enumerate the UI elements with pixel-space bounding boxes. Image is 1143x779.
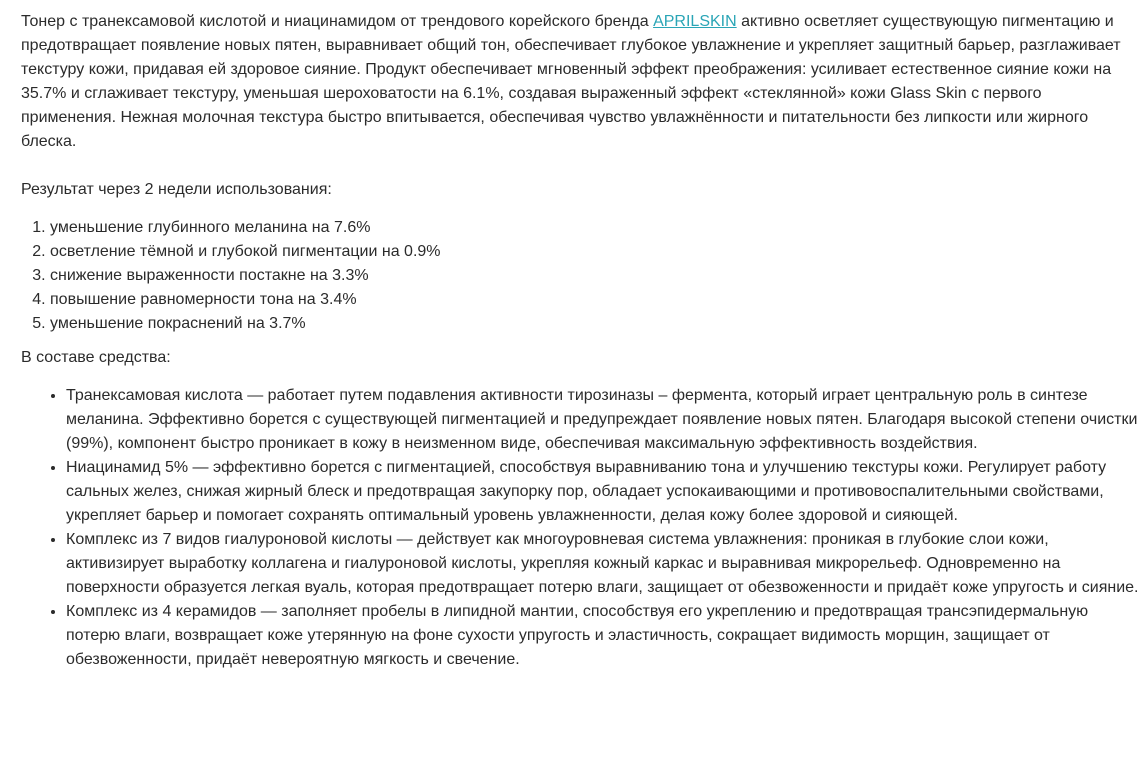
results-list: [21, 216, 1120, 336]
results-heading: Результат через 2 недели использования:: [21, 181, 332, 198]
results-item: 3. снижение выраженности постакне на 3.3%: [50, 264, 1120, 288]
ingredients-list: [21, 384, 1141, 672]
composition-heading: В составе средства:: [21, 349, 171, 366]
ingredient-item-niacinamide: • Ниацинамид 5% — эффективно борется с пигментацией, способствуя выравниванию тона и улучшению текстуры кожи. Регулирует работу сальных желез, снижая жирный блеск и предотвращая закупорку пор, обладает успокаивающими и противовоспалительными свойствами, укрепляет барьер и помогает сохранять оптимальный уровень увлажненности, делая кожу более здоровой и сияющей.: [66, 456, 1141, 528]
results-item: 1. уменьшение глубинного меланина на 7.6%: [50, 216, 1120, 240]
results-item: 4. повышение равномерности тона на 3.4%: [50, 288, 1120, 312]
ingredient-item-tranexamic-acid: • Транексамовая кислота — работает путем подавления активности тирозиназы – фермента, который играет центральную роль в синтезе меланина. Эффективно борется с существующей пигментацией и предупреждает появление новых пятен. Благодаря высокой степени очистки (99%), компонент быстро проникает в кожу в неизменном виде, обеспечивая максимальную эффективность воздействия.: [66, 384, 1141, 456]
results-item: 5. уменьшение покраснений на 3.7%: [50, 312, 1120, 336]
results-item: 2. осветление тёмной и глубокой пигментации на 0.9%: [50, 240, 1120, 264]
intro-text-after-link: активно осветляет существующую пигментацию и предотвращает появление новых пятен, выравнивает общий тон, обеспечивает глубокое увлажнение и укрепляет защитный барьер, разглаживает текстуру кожи, придавая ей здоровое сияние. Продукт обеспечивает мгновенный эффект преображения: усиливает естественное сияние кожи на 35.7% и сглаживает текстуру, уменьшая шероховатости на 6.1%, создавая выраженный эффект «стеклянной» кожи Glass Skin с первого применения. Нежная молочная текстура быстро впитывается, обеспечивая чувство увлажнённости и питательности без липкости или жирного блеска.: [21, 13, 1121, 150]
brand-link[interactable]: APRILSKIN: [653, 13, 737, 30]
intro-text-before-link: Тонер с транексамовой кислотой и ниацинамидом от трендового корейского бренда: [21, 13, 654, 30]
ingredient-item-ceramide-complex: • Комплекс из 4 керамидов — заполняет пробелы в липидной мантии, способствуя его укреплению и предотвращая трансэпидермальную потерю влаги, возвращает коже утерянную на фоне сухости упругость и эластичность, сокращает видимость морщин, защищает от обезвоженности, придаёт невероятную мягкость и свечение.: [66, 600, 1141, 672]
intro-paragraph: [21, 10, 1136, 154]
ingredient-item-hyaluronic-complex: • Комплекс из 7 видов гиалуроновой кислоты — действует как многоуровневая система увлажнения: проникая в глубокие слои кожи, активизирует выработку коллагена и гиалуроновой кислоты, укрепляя кожный каркас и выравнивая микрорельеф. Одновременно на поверхности образуется легкая вуаль, которая предотвращает потерю влаги, защищает от обезвоженности и придаёт коже упругость и сияние.: [66, 528, 1141, 600]
